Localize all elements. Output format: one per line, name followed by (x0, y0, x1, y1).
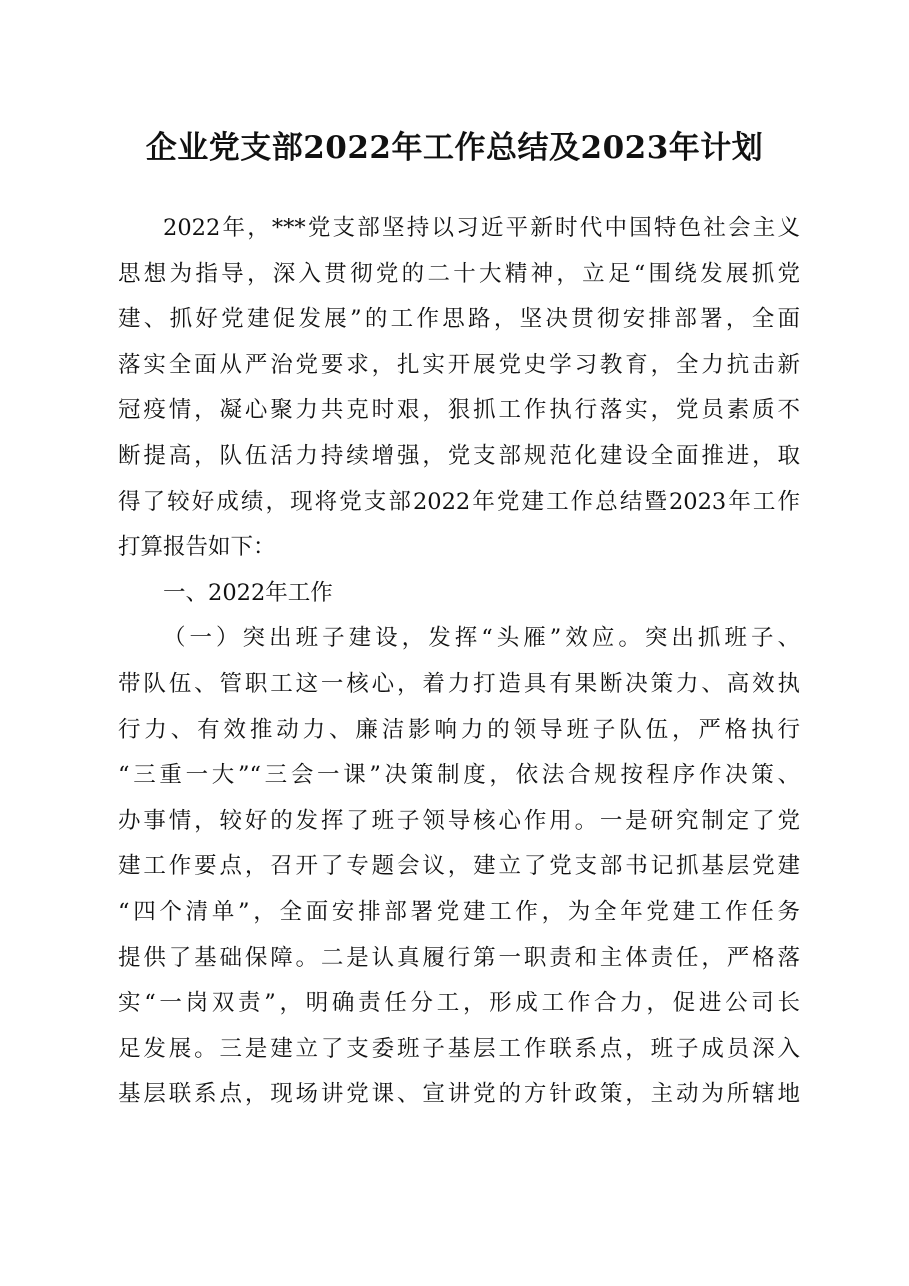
text-line: （一）突出班子建设，发挥“头雁”效应。突出抓班子、 (163, 625, 800, 652)
text-line: 办事情，较好的发挥了班子领导核心作用。一是研究制定了党 (118, 807, 800, 834)
text-line: “四个清单”，全面安排部署党建工作，为全年党建工作任务 (118, 898, 800, 925)
text-line: 2022年，***党支部坚持以习近平新时代中国特色社会主义 (163, 215, 800, 241)
text-line: 带队伍、管职工这一核心，着力打造具有果断决策力、高效执 (118, 670, 800, 697)
text-line: 断提高，队伍活力持续增强，党支部规范化建设全面推进，取 (118, 442, 800, 469)
text-line: 基层联系点，现场讲党课、宣讲党的方针政策，主动为所辖地 (118, 1081, 800, 1108)
text-line: 足发展。三是建立了支委班子基层工作联系点，班子成员深入 (118, 1035, 800, 1062)
text-line: 提供了基础保障。二是认真履行第一职责和主体责任，严格落 (118, 944, 800, 971)
text-line: 建、抓好党建促发展”的工作思路，坚决贯彻安排部署，全面 (118, 306, 800, 333)
document-title: 企业党支部2022年工作总结及2023年计划 (145, 130, 764, 166)
text-line: 实“一岗双责”，明确责任分工，形成工作合力，促进公司长 (118, 990, 800, 1017)
text-line: 一、2022年工作 (163, 579, 333, 606)
text-line: 得了较好成绩，现将党支部2022年党建工作总结暨2023年工作 (118, 488, 800, 515)
text-line: “三重一大”“三会一课”决策制度，依法合规按程序作决策、 (118, 762, 800, 789)
text-line: 冠疫情，凝心聚力共克时艰，狠抓工作执行落实，党员素质不 (118, 397, 800, 424)
text-line: 建工作要点，召开了专题会议，建立了党支部书记抓基层党建 (118, 853, 800, 880)
text-line: 打算报告如下： (118, 534, 276, 561)
text-line: 落实全面从严治党要求，扎实开展党史学习教育，全力抗击新 (118, 351, 800, 378)
document-body (118, 206, 800, 1118)
text-line: 思想为指导，深入贯彻党的二十大精神，立足“围绕发展抓党 (118, 260, 800, 287)
text-line: 行力、有效推动力、廉洁影响力的领导班子队伍，严格执行 (118, 716, 800, 743)
